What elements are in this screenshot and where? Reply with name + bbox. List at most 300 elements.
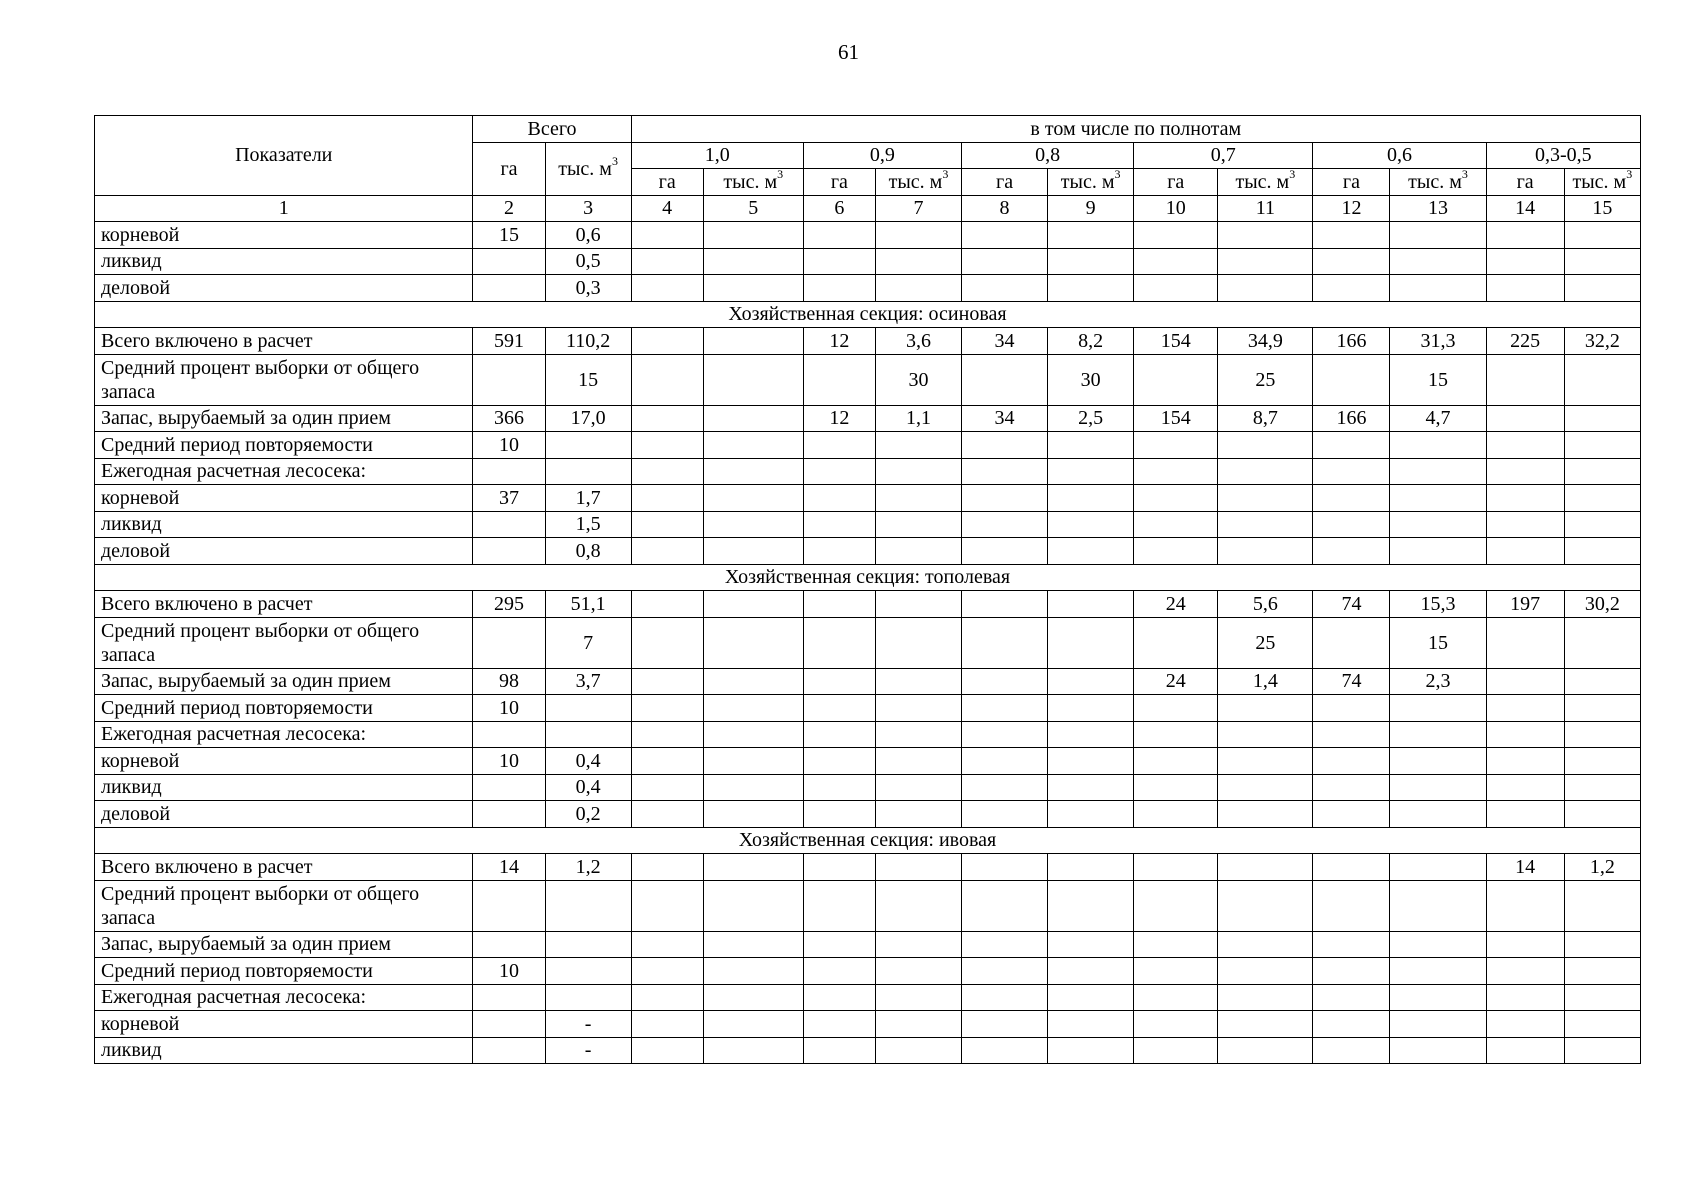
table-cell bbox=[1313, 958, 1390, 985]
table-cell bbox=[875, 432, 961, 459]
row-label: деловой bbox=[95, 538, 473, 565]
table-cell bbox=[545, 880, 631, 931]
table-row bbox=[95, 854, 1641, 881]
row-label: Средний период повторяемости bbox=[95, 432, 473, 459]
section-title: Хозяйственная секция: осиновая bbox=[95, 301, 1641, 328]
table-cell bbox=[703, 354, 803, 405]
section-row bbox=[95, 301, 1641, 328]
table-cell bbox=[1486, 1011, 1564, 1038]
section-title: Хозяйственная секция: тополевая bbox=[95, 564, 1641, 591]
table-cell bbox=[875, 248, 961, 275]
table-cell bbox=[875, 880, 961, 931]
table-cell bbox=[1218, 958, 1313, 985]
table-cell bbox=[1134, 432, 1218, 459]
table-cell bbox=[631, 275, 703, 302]
table-cell bbox=[1048, 485, 1134, 512]
table-cell: 74 bbox=[1313, 668, 1390, 695]
table-cell bbox=[1048, 248, 1134, 275]
table-cell bbox=[631, 354, 703, 405]
table-cell: 225 bbox=[1486, 328, 1564, 355]
table-cell bbox=[703, 1011, 803, 1038]
table-cell bbox=[1313, 931, 1390, 958]
table-cell bbox=[875, 984, 961, 1011]
table-cell bbox=[631, 1011, 703, 1038]
table-cell: 30 bbox=[1048, 354, 1134, 405]
table-cell: 1,7 bbox=[545, 485, 631, 512]
header-density-thous: тыс. $м^3$ bbox=[1390, 169, 1486, 196]
header-density: 0,8 bbox=[962, 142, 1134, 169]
row-label: деловой bbox=[95, 801, 473, 828]
table-cell bbox=[631, 222, 703, 249]
table-cell bbox=[703, 405, 803, 432]
column-number: 2 bbox=[473, 195, 545, 222]
table-cell bbox=[1486, 748, 1564, 775]
table-cell bbox=[473, 1037, 545, 1064]
table-cell bbox=[1486, 1037, 1564, 1064]
table-cell bbox=[703, 774, 803, 801]
table-cell bbox=[962, 774, 1048, 801]
table-cell bbox=[1134, 1011, 1218, 1038]
table-row bbox=[95, 511, 1641, 538]
header-density-ha: га bbox=[1313, 169, 1390, 196]
table-cell bbox=[473, 774, 545, 801]
table-cell: 1,2 bbox=[545, 854, 631, 881]
table-cell bbox=[1218, 774, 1313, 801]
table-row bbox=[95, 485, 1641, 512]
table-cell bbox=[962, 511, 1048, 538]
table-cell bbox=[473, 458, 545, 485]
table-cell bbox=[1218, 695, 1313, 722]
table-cell bbox=[1313, 1037, 1390, 1064]
header-row-1 bbox=[95, 116, 1641, 143]
table-cell bbox=[1134, 774, 1218, 801]
table-cell bbox=[1486, 801, 1564, 828]
table-cell bbox=[1390, 222, 1486, 249]
table-cell: 4,7 bbox=[1390, 405, 1486, 432]
column-number: 13 bbox=[1390, 195, 1486, 222]
table-cell bbox=[631, 958, 703, 985]
table-cell bbox=[962, 880, 1048, 931]
table-cell: 3,7 bbox=[545, 668, 631, 695]
table-cell bbox=[1486, 538, 1564, 565]
table-row bbox=[95, 1037, 1641, 1064]
table-cell bbox=[1486, 668, 1564, 695]
page-number: 61 bbox=[838, 40, 859, 64]
table-cell bbox=[1048, 958, 1134, 985]
table-cell bbox=[962, 1011, 1048, 1038]
table-cell bbox=[875, 1037, 961, 1064]
table-cell bbox=[1564, 1037, 1640, 1064]
header-density: 1,0 bbox=[631, 142, 803, 169]
table-cell bbox=[962, 222, 1048, 249]
table-cell bbox=[1390, 984, 1486, 1011]
header-density-ha: га bbox=[962, 169, 1048, 196]
table-cell bbox=[1313, 984, 1390, 1011]
table-cell bbox=[631, 801, 703, 828]
header-density: 0,6 bbox=[1313, 142, 1486, 169]
table-cell bbox=[1564, 984, 1640, 1011]
table-cell bbox=[1134, 984, 1218, 1011]
table-cell bbox=[875, 275, 961, 302]
table-row bbox=[95, 328, 1641, 355]
table-cell bbox=[962, 984, 1048, 1011]
table-cell bbox=[1134, 748, 1218, 775]
table-cell: 0,4 bbox=[545, 774, 631, 801]
table-cell bbox=[1048, 222, 1134, 249]
table-cell bbox=[803, 1037, 875, 1064]
header-total: Всего bbox=[473, 116, 631, 143]
table-cell bbox=[1564, 695, 1640, 722]
table-row bbox=[95, 801, 1641, 828]
table-cell bbox=[1218, 222, 1313, 249]
table-cell bbox=[1390, 511, 1486, 538]
table-cell bbox=[875, 931, 961, 958]
table-cell: 1,4 bbox=[1218, 668, 1313, 695]
table-cell bbox=[1313, 275, 1390, 302]
table-cell bbox=[631, 405, 703, 432]
row-label: Запас, вырубаемый за один прием bbox=[95, 405, 473, 432]
table-cell: 34,9 bbox=[1218, 328, 1313, 355]
table-cell bbox=[631, 511, 703, 538]
table-cell: 366 bbox=[473, 405, 545, 432]
table-cell: 10 bbox=[473, 695, 545, 722]
table-cell: 8,2 bbox=[1048, 328, 1134, 355]
table-cell bbox=[1313, 485, 1390, 512]
table-cell bbox=[1218, 485, 1313, 512]
table-cell bbox=[473, 617, 545, 668]
table-cell: 25 bbox=[1218, 354, 1313, 405]
table-cell bbox=[703, 275, 803, 302]
table-cell bbox=[703, 931, 803, 958]
table-cell bbox=[1564, 1011, 1640, 1038]
table-cell bbox=[1134, 248, 1218, 275]
table-row bbox=[95, 880, 1641, 931]
table-cell bbox=[1390, 1011, 1486, 1038]
table-cell bbox=[703, 248, 803, 275]
table-cell bbox=[1218, 275, 1313, 302]
table-cell bbox=[703, 854, 803, 881]
table-cell bbox=[803, 485, 875, 512]
table-cell bbox=[703, 695, 803, 722]
table-cell bbox=[473, 1011, 545, 1038]
table-cell bbox=[631, 880, 703, 931]
table-cell bbox=[803, 931, 875, 958]
column-number: 9 bbox=[1048, 195, 1134, 222]
column-number: 1 bbox=[95, 195, 473, 222]
table-cell bbox=[1218, 801, 1313, 828]
table-cell bbox=[1218, 538, 1313, 565]
table-cell bbox=[1313, 854, 1390, 881]
table-cell bbox=[1486, 880, 1564, 931]
table-cell bbox=[962, 458, 1048, 485]
table-cell bbox=[1218, 854, 1313, 881]
table-cell: 1,1 bbox=[875, 405, 961, 432]
table-cell bbox=[1134, 354, 1218, 405]
table-cell bbox=[1048, 458, 1134, 485]
table-cell bbox=[1564, 880, 1640, 931]
table-row bbox=[95, 222, 1641, 249]
table-cell bbox=[1390, 774, 1486, 801]
table-cell: 3,6 bbox=[875, 328, 961, 355]
table-cell bbox=[1390, 1037, 1486, 1064]
row-label: Средний период повторяемости bbox=[95, 958, 473, 985]
table-cell bbox=[1564, 511, 1640, 538]
table-row bbox=[95, 248, 1641, 275]
table-cell bbox=[962, 485, 1048, 512]
table-cell bbox=[1048, 774, 1134, 801]
table-cell: 15,3 bbox=[1390, 591, 1486, 618]
table-cell bbox=[545, 931, 631, 958]
table-cell bbox=[962, 958, 1048, 985]
table-cell bbox=[1218, 1037, 1313, 1064]
table-cell bbox=[1218, 511, 1313, 538]
column-number: 6 bbox=[803, 195, 875, 222]
table-cell: 74 bbox=[1313, 591, 1390, 618]
table-cell bbox=[703, 1037, 803, 1064]
row-label: корневой bbox=[95, 485, 473, 512]
table-cell bbox=[1134, 854, 1218, 881]
table-cell bbox=[1313, 695, 1390, 722]
table-cell bbox=[1048, 721, 1134, 748]
column-number: 3 bbox=[545, 195, 631, 222]
table-cell bbox=[875, 617, 961, 668]
row-label: Средний период повторяемости bbox=[95, 695, 473, 722]
table-cell: 1,2 bbox=[1564, 854, 1640, 881]
table-cell: 154 bbox=[1134, 405, 1218, 432]
table-cell bbox=[1048, 1011, 1134, 1038]
table-cell bbox=[703, 958, 803, 985]
table-cell bbox=[1486, 405, 1564, 432]
table-cell bbox=[875, 485, 961, 512]
table-cell bbox=[1218, 458, 1313, 485]
table-cell bbox=[473, 801, 545, 828]
table-cell bbox=[803, 854, 875, 881]
table-cell bbox=[545, 695, 631, 722]
table-cell: 0,2 bbox=[545, 801, 631, 828]
section-title: Хозяйственная секция: ивовая bbox=[95, 827, 1641, 854]
table-cell: 591 bbox=[473, 328, 545, 355]
table-row bbox=[95, 774, 1641, 801]
table-cell bbox=[631, 458, 703, 485]
header-density-ha: га bbox=[631, 169, 703, 196]
table-cell bbox=[1134, 958, 1218, 985]
table-cell bbox=[875, 801, 961, 828]
table-cell: 0,4 bbox=[545, 748, 631, 775]
table-cell bbox=[1218, 248, 1313, 275]
table-cell bbox=[1390, 695, 1486, 722]
row-label: ликвид bbox=[95, 774, 473, 801]
header-density-thous: тыс. $м^3$ bbox=[703, 169, 803, 196]
table-cell bbox=[1134, 275, 1218, 302]
table-cell bbox=[803, 695, 875, 722]
table-cell bbox=[962, 591, 1048, 618]
table-cell bbox=[631, 538, 703, 565]
table-cell bbox=[703, 668, 803, 695]
table-cell bbox=[803, 248, 875, 275]
table-cell bbox=[1134, 931, 1218, 958]
table-cell bbox=[1564, 958, 1640, 985]
table-row bbox=[95, 958, 1641, 985]
column-number: 7 bbox=[875, 195, 961, 222]
table-cell bbox=[1048, 880, 1134, 931]
table-cell bbox=[803, 984, 875, 1011]
table-cell bbox=[803, 511, 875, 538]
row-label: Запас, вырубаемый за один прием bbox=[95, 931, 473, 958]
table-cell bbox=[1390, 854, 1486, 881]
table-cell bbox=[1486, 222, 1564, 249]
table-cell bbox=[875, 958, 961, 985]
table-cell bbox=[473, 354, 545, 405]
table-cell bbox=[875, 854, 961, 881]
table-cell: 15 bbox=[1390, 354, 1486, 405]
table-cell bbox=[1134, 1037, 1218, 1064]
table-cell: 0,6 bbox=[545, 222, 631, 249]
table-cell bbox=[473, 931, 545, 958]
table-cell: 34 bbox=[962, 328, 1048, 355]
table-cell: 1,5 bbox=[545, 511, 631, 538]
row-label: Всего включено в расчет bbox=[95, 854, 473, 881]
table-cell bbox=[1313, 1011, 1390, 1038]
table-cell bbox=[1390, 748, 1486, 775]
table-cell: 34 bbox=[962, 405, 1048, 432]
table-cell bbox=[875, 538, 961, 565]
table-cell: 30,2 bbox=[1564, 591, 1640, 618]
table-cell bbox=[703, 222, 803, 249]
table-cell bbox=[631, 485, 703, 512]
table-cell bbox=[962, 617, 1048, 668]
table-cell bbox=[1134, 617, 1218, 668]
table-cell bbox=[1048, 668, 1134, 695]
row-label: Средний процент выборки от общего запаса bbox=[95, 880, 473, 931]
table-cell bbox=[631, 432, 703, 459]
table-cell bbox=[1134, 538, 1218, 565]
table-cell: 12 bbox=[803, 405, 875, 432]
table-cell bbox=[803, 1011, 875, 1038]
table-cell bbox=[1390, 721, 1486, 748]
table-cell bbox=[962, 275, 1048, 302]
table-cell bbox=[1486, 617, 1564, 668]
table-cell bbox=[1048, 538, 1134, 565]
table-cell bbox=[1134, 721, 1218, 748]
table-row bbox=[95, 748, 1641, 775]
table-cell bbox=[1486, 458, 1564, 485]
table-cell bbox=[1564, 721, 1640, 748]
table-cell bbox=[1564, 275, 1640, 302]
table-cell bbox=[875, 721, 961, 748]
table-cell bbox=[473, 538, 545, 565]
table-cell bbox=[1564, 405, 1640, 432]
table-row bbox=[95, 617, 1641, 668]
table-cell bbox=[1218, 748, 1313, 775]
header-density-thous: тыс. $м^3$ bbox=[1564, 169, 1640, 196]
table-cell bbox=[703, 880, 803, 931]
table-cell bbox=[631, 984, 703, 1011]
table-cell bbox=[1390, 801, 1486, 828]
table-cell bbox=[1390, 458, 1486, 485]
table-cell bbox=[1313, 617, 1390, 668]
table-row bbox=[95, 1011, 1641, 1038]
header-density: 0,7 bbox=[1134, 142, 1313, 169]
header-density: 0,9 bbox=[803, 142, 961, 169]
table-cell: 7 bbox=[545, 617, 631, 668]
header-indicators: Показатели bbox=[95, 116, 473, 196]
header-column-numbers bbox=[95, 195, 1641, 222]
table-cell bbox=[803, 432, 875, 459]
row-label: деловой bbox=[95, 275, 473, 302]
table-cell bbox=[875, 591, 961, 618]
table-cell: 24 bbox=[1134, 591, 1218, 618]
table-cell bbox=[1486, 984, 1564, 1011]
row-label: Ежегодная расчетная лесосека: bbox=[95, 458, 473, 485]
table-cell bbox=[545, 958, 631, 985]
table-cell: 24 bbox=[1134, 668, 1218, 695]
header-density-ha: га bbox=[1134, 169, 1218, 196]
table-cell bbox=[875, 668, 961, 695]
column-number: 8 bbox=[962, 195, 1048, 222]
table-cell bbox=[803, 591, 875, 618]
table-cell bbox=[962, 695, 1048, 722]
table-cell bbox=[803, 958, 875, 985]
table-cell bbox=[473, 275, 545, 302]
table-cell: 2,3 bbox=[1390, 668, 1486, 695]
table-cell bbox=[1048, 854, 1134, 881]
table-cell bbox=[1134, 485, 1218, 512]
table-cell bbox=[1048, 931, 1134, 958]
header-total-thous: тыс. $м^3$ bbox=[545, 142, 631, 195]
table-cell bbox=[631, 248, 703, 275]
table-cell: 98 bbox=[473, 668, 545, 695]
column-number: 5 bbox=[703, 195, 803, 222]
table-cell bbox=[1564, 617, 1640, 668]
table-cell bbox=[1564, 458, 1640, 485]
table-cell bbox=[1048, 591, 1134, 618]
table-cell: 2,5 bbox=[1048, 405, 1134, 432]
table-cell: 15 bbox=[1390, 617, 1486, 668]
table-cell bbox=[1313, 801, 1390, 828]
table-cell: 0,8 bbox=[545, 538, 631, 565]
table-cell bbox=[962, 748, 1048, 775]
table-cell bbox=[703, 432, 803, 459]
table-cell bbox=[631, 721, 703, 748]
table-cell bbox=[1486, 931, 1564, 958]
table-cell bbox=[1564, 354, 1640, 405]
table-cell bbox=[1048, 801, 1134, 828]
header-total-ha: га bbox=[473, 142, 545, 195]
table-cell: 10 bbox=[473, 958, 545, 985]
table-cell bbox=[1564, 801, 1640, 828]
section-row bbox=[95, 564, 1641, 591]
table-cell bbox=[803, 748, 875, 775]
row-label: Средний процент выборки от общего запаса bbox=[95, 354, 473, 405]
table-cell: 8,7 bbox=[1218, 405, 1313, 432]
table-cell bbox=[1134, 801, 1218, 828]
table-cell: 30 bbox=[875, 354, 961, 405]
table-cell bbox=[1313, 511, 1390, 538]
table-cell bbox=[1564, 931, 1640, 958]
table-cell: - bbox=[545, 1011, 631, 1038]
table-cell bbox=[1486, 958, 1564, 985]
table-cell bbox=[1313, 354, 1390, 405]
table-cell bbox=[1218, 1011, 1313, 1038]
table-cell bbox=[1390, 432, 1486, 459]
table-cell: 37 bbox=[473, 485, 545, 512]
table-cell bbox=[545, 984, 631, 1011]
table-row bbox=[95, 458, 1641, 485]
table-row bbox=[95, 432, 1641, 459]
table-cell bbox=[1390, 248, 1486, 275]
table-cell bbox=[1134, 458, 1218, 485]
table-cell bbox=[1390, 958, 1486, 985]
